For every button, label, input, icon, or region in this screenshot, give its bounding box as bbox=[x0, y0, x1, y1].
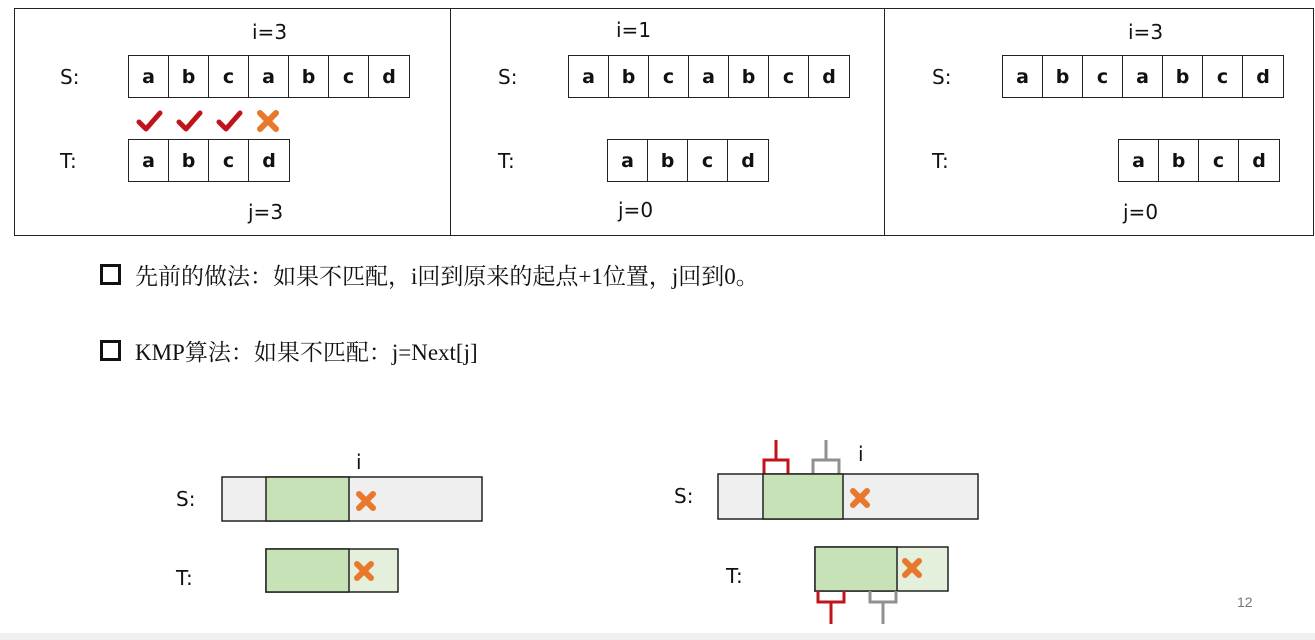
s-cell: b bbox=[169, 56, 209, 97]
matched-region bbox=[763, 474, 843, 519]
s-cell: c bbox=[1203, 56, 1243, 97]
s-cell: c bbox=[1083, 56, 1123, 97]
bullet-naive bbox=[100, 258, 759, 291]
s-cell: d bbox=[382, 65, 396, 88]
s-cell: c bbox=[649, 56, 689, 97]
s-string bbox=[568, 55, 850, 98]
check-icon bbox=[219, 113, 240, 129]
t-cell: a bbox=[1119, 140, 1159, 181]
check-icon bbox=[139, 113, 160, 129]
match-marks bbox=[136, 108, 286, 134]
s-cell: b bbox=[609, 56, 649, 97]
i-label: i=3 bbox=[252, 20, 288, 44]
s-cell: a bbox=[689, 56, 729, 97]
t-cell: a bbox=[129, 140, 169, 181]
prefix-bracket bbox=[764, 440, 788, 474]
t-cell: b bbox=[1159, 140, 1199, 181]
s-bar bbox=[222, 477, 482, 521]
mismatch-bars bbox=[220, 470, 490, 600]
s-cell: a bbox=[1003, 56, 1043, 97]
s-cell: c bbox=[329, 56, 369, 97]
t-cell: c bbox=[209, 140, 249, 181]
t-cell: c bbox=[688, 140, 728, 181]
t-row-label: T: bbox=[932, 149, 949, 173]
check-icon bbox=[179, 113, 200, 129]
cross-icon bbox=[260, 113, 276, 129]
s-cell: a bbox=[249, 56, 289, 97]
matched-region bbox=[266, 477, 349, 521]
s-row-label: S: bbox=[176, 487, 196, 511]
t-row-label: T: bbox=[176, 566, 193, 590]
t-cell: c bbox=[1199, 140, 1239, 181]
t-string bbox=[128, 139, 290, 182]
bullet-text: KMP算法：如果不匹配：j=Next[j] bbox=[135, 340, 478, 365]
matched-region bbox=[815, 547, 897, 591]
s-row-label: S: bbox=[498, 65, 518, 89]
s-cell: c bbox=[209, 56, 249, 97]
s-string bbox=[128, 55, 410, 98]
square-bullet-icon bbox=[100, 264, 121, 285]
page-number: 12 bbox=[1237, 594, 1253, 610]
prefix-bracket bbox=[818, 591, 844, 624]
s-cell: d bbox=[822, 65, 836, 88]
t-cell: b bbox=[648, 140, 688, 181]
t-cell: a bbox=[608, 140, 648, 181]
s-row-label: S: bbox=[60, 65, 80, 89]
t-row-label: T: bbox=[726, 564, 743, 588]
suffix-bracket bbox=[870, 591, 896, 624]
s-cell: d bbox=[1256, 65, 1270, 88]
s-cell: b bbox=[729, 56, 769, 97]
kmp-bars bbox=[712, 430, 992, 630]
s-string bbox=[1002, 55, 1284, 98]
t-cell: d bbox=[262, 149, 276, 172]
t-string bbox=[1118, 139, 1280, 182]
s-cell: b bbox=[1163, 56, 1203, 97]
s-bar bbox=[718, 474, 978, 519]
i-label: i=3 bbox=[1128, 20, 1164, 44]
s-cell: a bbox=[129, 56, 169, 97]
square-bullet-icon bbox=[100, 340, 121, 361]
bullet-kmp bbox=[100, 334, 478, 367]
t-string bbox=[607, 139, 769, 182]
s-cell: c bbox=[769, 56, 809, 97]
i-label: i=1 bbox=[616, 18, 652, 42]
i-label: i bbox=[356, 450, 362, 474]
matched-region bbox=[266, 549, 349, 592]
table-divider bbox=[450, 8, 451, 236]
t-cell: d bbox=[1252, 149, 1266, 172]
s-cell: b bbox=[1043, 56, 1083, 97]
s-cell: a bbox=[569, 56, 609, 97]
s-cell: b bbox=[289, 56, 329, 97]
s-row-label: S: bbox=[932, 65, 952, 89]
s-cell: a bbox=[1123, 56, 1163, 97]
j-label: j=0 bbox=[618, 198, 654, 222]
suffix-bracket bbox=[813, 440, 839, 474]
i-label: i bbox=[858, 442, 864, 466]
footer-strip bbox=[0, 633, 1315, 640]
bullet-text: 先前的做法：如果不匹配，i回到原来的起点+1位置，j回到0。 bbox=[135, 264, 759, 289]
t-row-label: T: bbox=[60, 149, 77, 173]
j-label: j=0 bbox=[1123, 200, 1159, 224]
s-row-label: S: bbox=[674, 484, 694, 508]
table-divider bbox=[884, 8, 885, 236]
t-cell: d bbox=[741, 149, 755, 172]
t-row-label: T: bbox=[498, 149, 515, 173]
j-label: j=3 bbox=[248, 200, 284, 224]
t-cell: b bbox=[169, 140, 209, 181]
